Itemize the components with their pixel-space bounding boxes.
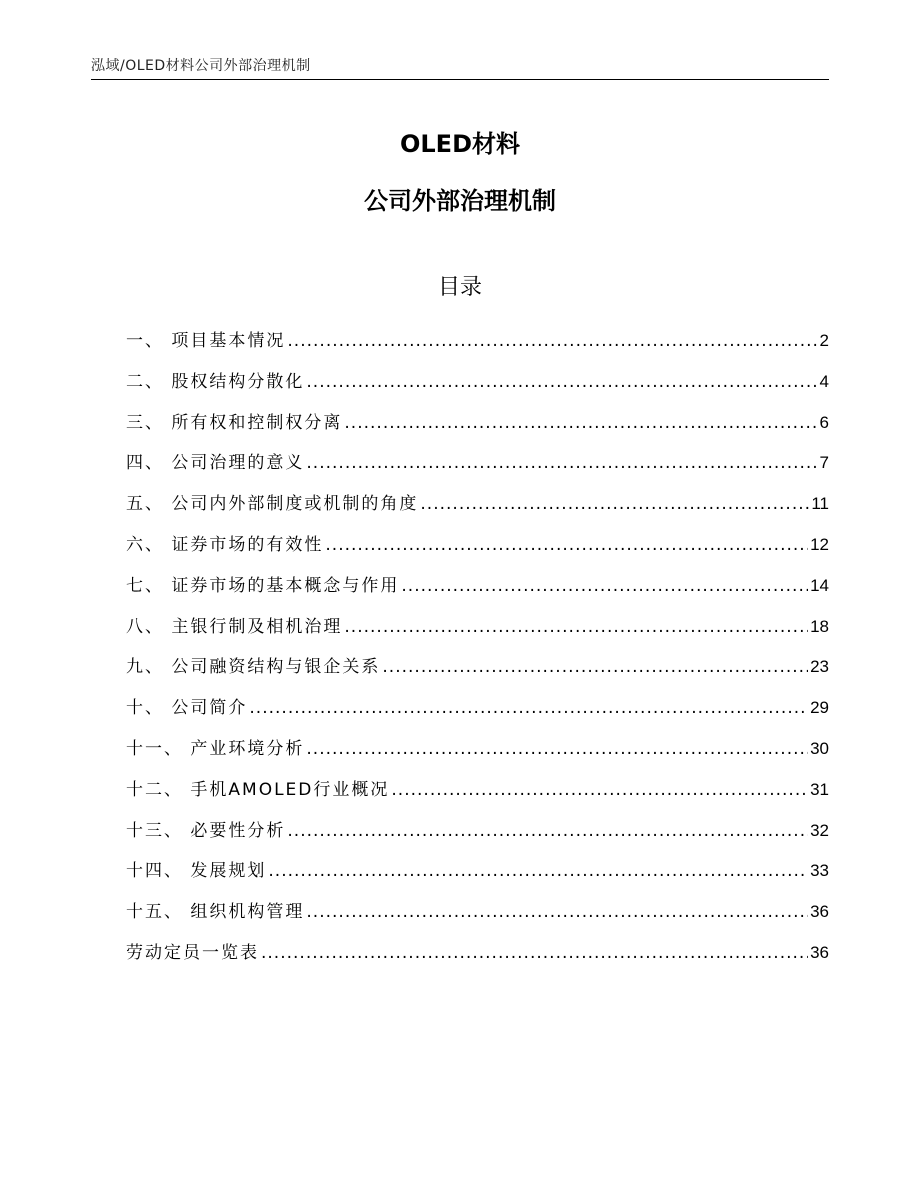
header-divider xyxy=(91,79,829,80)
toc-entry[interactable] xyxy=(126,326,829,367)
toc-entry-page: 11 xyxy=(811,494,829,514)
toc-entry-label: 十一、 产业环境分析 xyxy=(126,738,305,759)
toc-entry-label: 五、 公司内外部制度或机制的角度 xyxy=(126,494,419,515)
toc-entry-label: 一、 项目基本情况 xyxy=(126,331,286,351)
toc-dot-leader xyxy=(306,739,808,759)
toc-dot-leader xyxy=(344,413,817,433)
toc-entry-label: 十四、 发展规划 xyxy=(126,861,267,882)
toc-entry-page: 4 xyxy=(819,371,829,391)
toc-dot-leader xyxy=(261,943,808,963)
toc-dot-leader xyxy=(306,902,808,922)
toc-entry[interactable] xyxy=(126,775,829,816)
toc-entry[interactable] xyxy=(126,612,829,653)
toc-entry[interactable] xyxy=(126,408,829,449)
toc-entry-label: 劳动定员一览表 xyxy=(126,942,259,963)
toc-dot-leader xyxy=(287,331,817,351)
toc-entry[interactable] xyxy=(126,693,829,734)
toc-entry[interactable] xyxy=(126,489,829,530)
toc-entry[interactable] xyxy=(126,530,829,571)
header-text: 泓域/OLED材料公司外部治理机制 xyxy=(91,58,311,74)
toc-entry-page: 32 xyxy=(810,820,829,840)
toc-entry[interactable] xyxy=(126,652,829,693)
toc-entry-label: 七、 证券市场的基本概念与作用 xyxy=(126,575,400,596)
toc-dot-leader xyxy=(401,576,808,596)
toc-dot-leader xyxy=(268,861,808,881)
toc-entry-label: 九、 公司融资结构与银企关系 xyxy=(126,657,381,678)
toc-entry[interactable] xyxy=(126,816,829,857)
document-title-line2: 公司外部治理机制 xyxy=(364,187,556,215)
document-title-line1: OLED材料 xyxy=(399,130,520,158)
toc-dot-leader xyxy=(306,372,817,392)
toc-entry[interactable] xyxy=(126,897,829,938)
toc-dot-leader xyxy=(306,453,817,473)
toc-entry-page: 18 xyxy=(810,616,829,636)
toc-entry[interactable] xyxy=(126,367,829,408)
toc-entry-page: 31 xyxy=(810,779,829,799)
toc-entry[interactable] xyxy=(126,856,829,897)
toc-entry-label: 十五、 组织机构管理 xyxy=(126,902,305,923)
toc-entry-page: 2 xyxy=(819,331,829,350)
toc-entry[interactable] xyxy=(126,938,829,979)
toc-dot-leader xyxy=(287,821,808,841)
toc-entry-label: 八、 主银行制及相机治理 xyxy=(126,616,343,637)
toc-entry-page: 36 xyxy=(810,942,829,962)
toc-dot-leader xyxy=(325,535,808,555)
table-of-contents xyxy=(126,326,829,979)
toc-entry-page: 14 xyxy=(810,575,829,595)
toc-entry-page: 30 xyxy=(810,738,829,758)
toc-entry[interactable] xyxy=(126,448,829,489)
toc-entry-page: 23 xyxy=(810,657,829,677)
toc-entry[interactable] xyxy=(126,734,829,775)
toc-entry-page: 33 xyxy=(810,861,829,881)
toc-dot-leader xyxy=(391,780,808,800)
toc-entry-page: 36 xyxy=(810,902,829,922)
toc-dot-leader xyxy=(344,617,808,637)
toc-entry-page: 12 xyxy=(810,534,829,554)
toc-dot-leader xyxy=(249,698,808,718)
toc-dot-leader xyxy=(420,494,809,514)
toc-heading: 目录 xyxy=(437,275,482,300)
toc-entry-page: 29 xyxy=(810,698,829,718)
toc-entry-label: 十三、 必要性分析 xyxy=(126,820,286,841)
toc-entry-label: 二、 股权结构分散化 xyxy=(126,371,305,392)
toc-entry-label: 四、 公司治理的意义 xyxy=(126,453,305,474)
toc-entry-label: 十二、 手机AMOLED行业概况 xyxy=(126,779,390,800)
toc-entry-page: 6 xyxy=(819,412,829,432)
toc-entry[interactable] xyxy=(126,571,829,612)
toc-entry-label: 十、 公司简介 xyxy=(126,698,248,719)
toc-entry-label: 六、 证券市场的有效性 xyxy=(126,534,324,555)
toc-entry-label: 三、 所有权和控制权分离 xyxy=(126,412,343,433)
toc-entry-page: 7 xyxy=(819,453,829,473)
toc-dot-leader xyxy=(382,657,808,677)
